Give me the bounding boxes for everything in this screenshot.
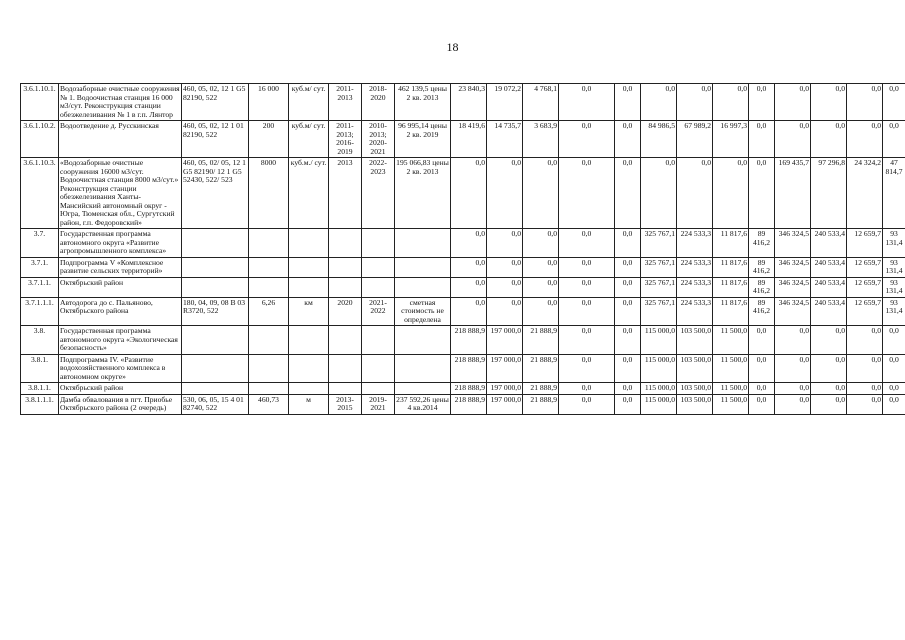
row-name: «Водозаборные очистные сооружения 16000 м3/сут. Водоочистная станция 8000 м3/сут.» Реконструкция станции обезжелезивания Ханты-Мансийский автономный округ - Югра, Тюменская обл., Сургутский район, г.п. Федоровский» (59, 158, 182, 229)
value-cell: 0,0 (775, 383, 811, 395)
table-row (21, 277, 905, 297)
value-cell: 0,0 (883, 383, 905, 395)
value-cell: 0,0 (615, 121, 641, 158)
value-cell: 103 500,0 (677, 326, 713, 355)
table-row (21, 297, 905, 326)
row-unit: куб.м/ сут. (289, 84, 329, 121)
value-cell: 0,0 (451, 158, 487, 229)
value-cell: 0,0 (523, 257, 559, 277)
value-cell: 0,0 (811, 121, 847, 158)
row-construction-period (362, 277, 395, 297)
value-cell: 0,0 (775, 354, 811, 383)
row-capacity (249, 277, 289, 297)
value-cell: 0,0 (615, 383, 641, 395)
value-cell: 0,0 (559, 326, 615, 355)
row-design-period (329, 383, 362, 395)
value-cell: 115 000,0 (641, 326, 677, 355)
value-cell: 325 767,1 (641, 257, 677, 277)
row-design-period (329, 277, 362, 297)
value-cell: 93 131,4 (883, 297, 905, 326)
value-cell: 84 986,5 (641, 121, 677, 158)
row-kbk: 460, 05, 02, 12 1 G5 82190, 522 (182, 84, 249, 121)
value-cell: 11 817,6 (713, 229, 749, 258)
row-name: Подпрограмма V «Комплексное развитие сельских территорий» (59, 257, 182, 277)
value-cell: 11 500,0 (713, 383, 749, 395)
value-cell: 11 500,0 (713, 326, 749, 355)
row-kbk (182, 257, 249, 277)
row-capacity (249, 354, 289, 383)
row-unit (289, 383, 329, 395)
row-name: Автодорога до с. Пальяново, Октябрьского района (59, 297, 182, 326)
value-cell: 325 767,1 (641, 277, 677, 297)
value-cell: 0,0 (615, 326, 641, 355)
value-cell: 0,0 (487, 257, 523, 277)
value-cell: 21 888,9 (523, 394, 559, 414)
value-cell: 0,0 (559, 229, 615, 258)
value-cell: 89 416,2 (749, 257, 775, 277)
row-estimate: 462 139,5 цены 2 кв. 2013 (395, 84, 451, 121)
row-design-period: 2011- 2013; 2016- 2019 (329, 121, 362, 158)
row-kbk: 180, 04, 09, 08 В 03 R3720, 522 (182, 297, 249, 326)
value-cell: 0,0 (677, 158, 713, 229)
row-name: Государственная программа автономного округа «Экологическая безопасность» (59, 326, 182, 355)
row-name: Октябрьский район (59, 383, 182, 395)
value-cell: 218 888,9 (451, 394, 487, 414)
value-cell: 47 814,7 (883, 158, 905, 229)
row-construction-period (362, 383, 395, 395)
row-code: 3.8. (21, 326, 59, 355)
value-cell: 0,0 (775, 84, 811, 121)
value-cell: 0,0 (641, 84, 677, 121)
row-capacity (249, 257, 289, 277)
value-cell: 67 989,2 (677, 121, 713, 158)
row-capacity (249, 229, 289, 258)
row-unit: куб.м./ сут. (289, 158, 329, 229)
value-cell: 0,0 (523, 158, 559, 229)
value-cell: 218 888,9 (451, 354, 487, 383)
value-cell: 11 500,0 (713, 354, 749, 383)
value-cell: 240 533,4 (811, 229, 847, 258)
value-cell: 0,0 (615, 297, 641, 326)
value-cell: 0,0 (487, 158, 523, 229)
table-row (21, 257, 905, 277)
row-unit (289, 229, 329, 258)
row-construction-period (362, 326, 395, 355)
row-kbk: 460, 05, 02/ 05, 12 1 G5 82190/ 12 1 G5 52430, 522/ 523 (182, 158, 249, 229)
value-cell: 0,0 (713, 84, 749, 121)
row-unit (289, 326, 329, 355)
value-cell: 197 000,0 (487, 354, 523, 383)
table-row (21, 326, 905, 355)
row-construction-period: 2010- 2013; 2020- 2021 (362, 121, 395, 158)
row-capacity (249, 326, 289, 355)
row-unit: м (289, 394, 329, 414)
value-cell: 93 131,4 (883, 257, 905, 277)
value-cell: 97 296,8 (811, 158, 847, 229)
page-number: 18 (446, 40, 459, 54)
row-construction-period: 2022- 2023 (362, 158, 395, 229)
value-cell: 0,0 (883, 84, 905, 121)
value-cell: 0,0 (615, 277, 641, 297)
value-cell: 0,0 (847, 354, 883, 383)
row-design-period: 2013 (329, 158, 362, 229)
row-kbk (182, 383, 249, 395)
value-cell: 12 659,7 (847, 257, 883, 277)
row-unit (289, 277, 329, 297)
value-cell: 18 419,6 (451, 121, 487, 158)
value-cell: 0,0 (487, 297, 523, 326)
value-cell: 11 817,6 (713, 297, 749, 326)
value-cell: 325 767,1 (641, 229, 677, 258)
row-estimate (395, 383, 451, 395)
value-cell: 0,0 (847, 121, 883, 158)
value-cell: 103 500,0 (677, 383, 713, 395)
value-cell: 115 000,0 (641, 394, 677, 414)
value-cell: 0,0 (615, 257, 641, 277)
value-cell: 0,0 (523, 297, 559, 326)
value-cell: 0,0 (883, 394, 905, 414)
budget-table (20, 83, 905, 415)
row-code: 3.6.1.10.2. (21, 121, 59, 158)
value-cell: 0,0 (559, 354, 615, 383)
value-cell: 224 533,3 (677, 297, 713, 326)
value-cell: 218 888,9 (451, 326, 487, 355)
value-cell: 0,0 (847, 326, 883, 355)
value-cell: 0,0 (847, 84, 883, 121)
row-estimate: 96 995,14 цены 2 кв. 2019 (395, 121, 451, 158)
row-capacity: 8000 (249, 158, 289, 229)
value-cell: 240 533,4 (811, 257, 847, 277)
row-design-period (329, 354, 362, 383)
value-cell: 0,0 (559, 257, 615, 277)
table-row (21, 383, 905, 395)
row-estimate (395, 229, 451, 258)
row-name: Дамба обвалования в пгт. Приобье Октябрьского района (2 очередь) (59, 394, 182, 414)
value-cell: 0,0 (847, 394, 883, 414)
value-cell: 0,0 (487, 229, 523, 258)
value-cell: 224 533,3 (677, 257, 713, 277)
row-construction-period (362, 229, 395, 258)
value-cell: 0,0 (615, 394, 641, 414)
row-capacity: 200 (249, 121, 289, 158)
value-cell: 0,0 (883, 121, 905, 158)
value-cell: 21 888,9 (523, 383, 559, 395)
value-cell: 115 000,0 (641, 383, 677, 395)
value-cell: 0,0 (749, 326, 775, 355)
row-estimate (395, 277, 451, 297)
value-cell: 16 997,3 (713, 121, 749, 158)
value-cell: 0,0 (451, 229, 487, 258)
row-code: 3.7.1.1. (21, 277, 59, 297)
value-cell: 12 659,7 (847, 297, 883, 326)
row-design-period: 2011- 2013 (329, 84, 362, 121)
value-cell: 93 131,4 (883, 277, 905, 297)
row-unit (289, 354, 329, 383)
value-cell: 0,0 (451, 257, 487, 277)
row-estimate: 195 066,83 цены 2 кв. 2013 (395, 158, 451, 229)
row-code: 3.7.1.1.1. (21, 297, 59, 326)
row-name: Подпрограмма IV. «Развитие водохозяйственного комплекса в автономном округе» (59, 354, 182, 383)
value-cell: 0,0 (615, 354, 641, 383)
value-cell: 0,0 (775, 326, 811, 355)
row-construction-period (362, 257, 395, 277)
row-kbk (182, 354, 249, 383)
row-estimate (395, 326, 451, 355)
value-cell: 24 324,2 (847, 158, 883, 229)
value-cell: 89 416,2 (749, 297, 775, 326)
row-estimate (395, 257, 451, 277)
row-kbk (182, 277, 249, 297)
value-cell: 0,0 (523, 229, 559, 258)
row-name: Октябрьский район (59, 277, 182, 297)
value-cell: 115 000,0 (641, 354, 677, 383)
row-construction-period (362, 354, 395, 383)
value-cell: 0,0 (451, 277, 487, 297)
row-name: Государственная программа автономного округа «Развитие агропромышленного комплекса» (59, 229, 182, 258)
value-cell: 0,0 (847, 383, 883, 395)
table-row (21, 158, 905, 229)
value-cell: 0,0 (523, 277, 559, 297)
value-cell: 224 533,3 (677, 277, 713, 297)
value-cell: 346 324,5 (775, 229, 811, 258)
row-code: 3.6.1.10.1. (21, 84, 59, 121)
value-cell: 103 500,0 (677, 354, 713, 383)
value-cell: 0,0 (615, 84, 641, 121)
value-cell: 11 817,6 (713, 257, 749, 277)
value-cell: 14 735,7 (487, 121, 523, 158)
value-cell: 0,0 (559, 383, 615, 395)
value-cell: 0,0 (811, 354, 847, 383)
table-row (21, 84, 905, 121)
value-cell: 89 416,2 (749, 229, 775, 258)
value-cell: 0,0 (615, 229, 641, 258)
value-cell: 0,0 (713, 158, 749, 229)
value-cell: 0,0 (883, 354, 905, 383)
row-name: Водозаборные очистные сооружения № 1. Водоочистная станция 16 000 м3/сут. Реконструкция станции обезжелезивания № 1 в г.п. Лянтор (60, 84, 180, 119)
row-unit: куб.м/ сут. (289, 121, 329, 158)
value-cell: 12 659,7 (847, 277, 883, 297)
value-cell: 21 888,9 (523, 354, 559, 383)
row-estimate (395, 354, 451, 383)
row-design-period (329, 257, 362, 277)
row-name: Водоотведение д. Русскинская (59, 121, 182, 158)
value-cell: 224 533,3 (677, 229, 713, 258)
row-design-period (329, 326, 362, 355)
row-design-period: 2013- 2015 (329, 394, 362, 414)
row-code: 3.8.1.1. (21, 383, 59, 395)
table-row (21, 229, 905, 258)
value-cell: 11 500,0 (713, 394, 749, 414)
row-code: 3.6.1.10.3. (21, 158, 59, 229)
value-cell: 0,0 (775, 121, 811, 158)
value-cell: 0,0 (749, 84, 775, 121)
row-estimate: сметная стоимость не определена (395, 297, 451, 326)
row-code: 3.8.1. (21, 354, 59, 383)
value-cell: 169 435,7 (775, 158, 811, 229)
row-code: 3.7. (21, 229, 59, 258)
row-code: 3.8.1.1.1. (21, 394, 59, 414)
row-code: 3.7.1. (21, 257, 59, 277)
row-kbk: 460, 05, 02, 12 1 01 82190, 522 (182, 121, 249, 158)
table-row (21, 354, 905, 383)
value-cell: 346 324,5 (775, 297, 811, 326)
value-cell: 21 888,9 (523, 326, 559, 355)
value-cell: 197 000,0 (487, 383, 523, 395)
row-design-period (329, 229, 362, 258)
value-cell: 0,0 (487, 277, 523, 297)
value-cell: 0,0 (811, 84, 847, 121)
value-cell: 0,0 (451, 297, 487, 326)
value-cell: 346 324,5 (775, 257, 811, 277)
value-cell: 3 683,9 (523, 121, 559, 158)
value-cell: 93 131,4 (883, 229, 905, 258)
row-capacity: 460,73 (249, 394, 289, 414)
row-estimate: 237 592,26 цены 4 кв.2014 (396, 394, 449, 412)
value-cell: 0,0 (749, 394, 775, 414)
value-cell: 0,0 (615, 158, 641, 229)
value-cell: 0,0 (559, 297, 615, 326)
row-capacity (249, 383, 289, 395)
value-cell: 0,0 (749, 383, 775, 395)
table-row (21, 394, 905, 414)
value-cell: 0,0 (749, 354, 775, 383)
value-cell: 0,0 (559, 158, 615, 229)
value-cell: 0,0 (811, 383, 847, 395)
value-cell: 346 324,5 (775, 277, 811, 297)
value-cell: 19 072,2 (487, 84, 523, 121)
row-capacity: 16 000 (249, 84, 289, 121)
row-design-period: 2020 (329, 297, 362, 326)
row-kbk (182, 229, 249, 258)
value-cell: 0,0 (749, 158, 775, 229)
row-construction-period: 2018- 2020 (362, 84, 395, 121)
value-cell: 0,0 (641, 158, 677, 229)
row-kbk: 530, 06, 05, 15 4 01 82740, 522 (182, 394, 249, 414)
value-cell: 23 840,3 (451, 84, 487, 121)
row-unit (289, 257, 329, 277)
value-cell: 0,0 (775, 394, 811, 414)
value-cell: 0,0 (749, 121, 775, 158)
value-cell: 103 500,0 (677, 394, 713, 414)
value-cell: 197 000,0 (487, 394, 523, 414)
value-cell: 240 533,4 (811, 277, 847, 297)
value-cell: 218 888,9 (451, 383, 487, 395)
table-row (21, 121, 905, 158)
row-unit: км (289, 297, 329, 326)
row-kbk (182, 326, 249, 355)
row-construction-period: 2021- 2022 (362, 297, 395, 326)
value-cell: 240 533,4 (811, 297, 847, 326)
value-cell: 0,0 (677, 84, 713, 121)
value-cell: 0,0 (811, 394, 847, 414)
value-cell: 4 768,1 (523, 84, 559, 121)
value-cell: 0,0 (811, 326, 847, 355)
row-construction-period: 2019- 2021 (362, 394, 395, 414)
row-capacity: 6,26 (249, 297, 289, 326)
value-cell: 0,0 (559, 394, 615, 414)
value-cell: 0,0 (559, 84, 615, 121)
value-cell: 0,0 (559, 277, 615, 297)
value-cell: 12 659,7 (847, 229, 883, 258)
value-cell: 0,0 (883, 326, 905, 355)
value-cell: 197 000,0 (487, 326, 523, 355)
value-cell: 0,0 (559, 121, 615, 158)
value-cell: 89 416,2 (749, 277, 775, 297)
value-cell: 325 767,1 (641, 297, 677, 326)
value-cell: 11 817,6 (713, 277, 749, 297)
